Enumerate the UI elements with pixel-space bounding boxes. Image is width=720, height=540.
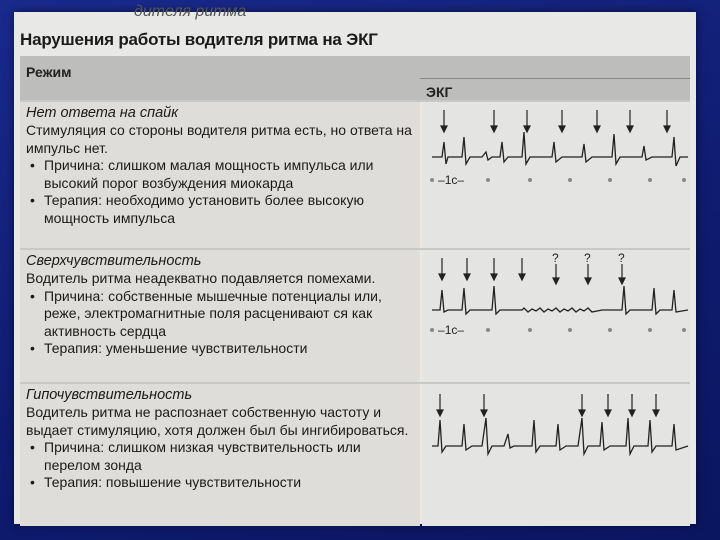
pacing-spike-arrow [519, 258, 525, 280]
pacing-spike-arrow [439, 258, 445, 280]
section-description: Водитель ритма не распознает собственную частоту и выдает стимуляцию, хотя должен был бы ингибироваться. [26, 404, 409, 438]
ecg-trace-oversensing [422, 250, 690, 384]
section-therapy: • Терапия: повышение чувствительности [26, 474, 414, 492]
section-text [20, 102, 420, 250]
ecg-strip [422, 250, 690, 384]
suspect-spike-arrow [585, 264, 591, 284]
suspect-spike-arrow [619, 264, 625, 284]
ecg-scale-label: –1c– [438, 323, 465, 337]
pacing-spike-arrow [481, 394, 487, 416]
ecg-trace-no-capture [422, 102, 690, 250]
section-no-capture [20, 100, 690, 250]
question-mark: ? [552, 251, 559, 265]
ecg-scale-label: –1c– [438, 173, 465, 187]
pacing-spike-arrow [579, 394, 585, 416]
suspect-spike-arrow [553, 264, 559, 284]
section-cause: • Причина: собственные мышечные потенциалы или, реже, электромагнитные поля расценивают ся как активность сердца [26, 288, 414, 341]
section-cause: • Причина: слишком малая мощность импульса или высокий порог возбуждения миокарда [26, 157, 414, 192]
section-description: Водитель ритма неадекватно подавляется помехами. [26, 270, 376, 286]
pacing-spike-arrow [605, 394, 611, 416]
ecg-strip [422, 384, 690, 526]
pacing-spike-arrow [559, 110, 565, 132]
cut-off-title: дителя ритма [134, 3, 247, 20]
section-oversensing [20, 248, 690, 384]
section-title: Нет ответа на спайк [26, 105, 179, 121]
pacing-spike-arrow [629, 394, 635, 416]
pacing-spike-arrow [464, 258, 470, 280]
pacing-spike-arrow [441, 110, 447, 132]
pacing-spike-arrow [491, 110, 497, 132]
ecg-strip [422, 102, 690, 250]
table-header [20, 56, 690, 100]
section-title: Гипочувствительность [26, 387, 193, 403]
ecg-trace-undersensing [422, 384, 690, 526]
question-mark: ? [618, 251, 625, 265]
section-description: Стимуляция со стороны водителя ритма есть, но ответа на импульс нет. [26, 122, 412, 156]
section-text [20, 384, 420, 526]
header-divider [420, 78, 690, 79]
page-title: Нарушения работы водителя ритма на ЭКГ [20, 30, 378, 49]
question-mark: ? [584, 251, 591, 265]
pacing-spike-arrow [653, 394, 659, 416]
pacing-spike-arrow [664, 110, 670, 132]
ecg-waveform [432, 132, 688, 166]
section-undersensing [20, 382, 690, 526]
document-page [14, 3, 696, 524]
ecg-waveform [432, 286, 688, 314]
section-therapy: • Терапия: необходимо установить более высокую мощность импульса [26, 192, 414, 227]
section-title: Сверхчувствительность [26, 253, 202, 269]
ecg-waveform [432, 418, 688, 454]
section-text [20, 250, 420, 384]
pacing-spike-arrow [491, 258, 497, 280]
pacing-spike-arrow [594, 110, 600, 132]
pacing-spike-arrow [627, 110, 633, 132]
section-cause: • Причина: слишком низкая чувствительность или перелом зонда [26, 439, 414, 474]
column-header-ecg: ЭКГ [426, 84, 453, 100]
pacing-spike-arrow [524, 110, 530, 132]
column-header-mode: Режим [26, 64, 72, 80]
pacing-spike-arrow [437, 394, 443, 416]
section-therapy: • Терапия: уменьшение чувствительности [26, 340, 414, 358]
